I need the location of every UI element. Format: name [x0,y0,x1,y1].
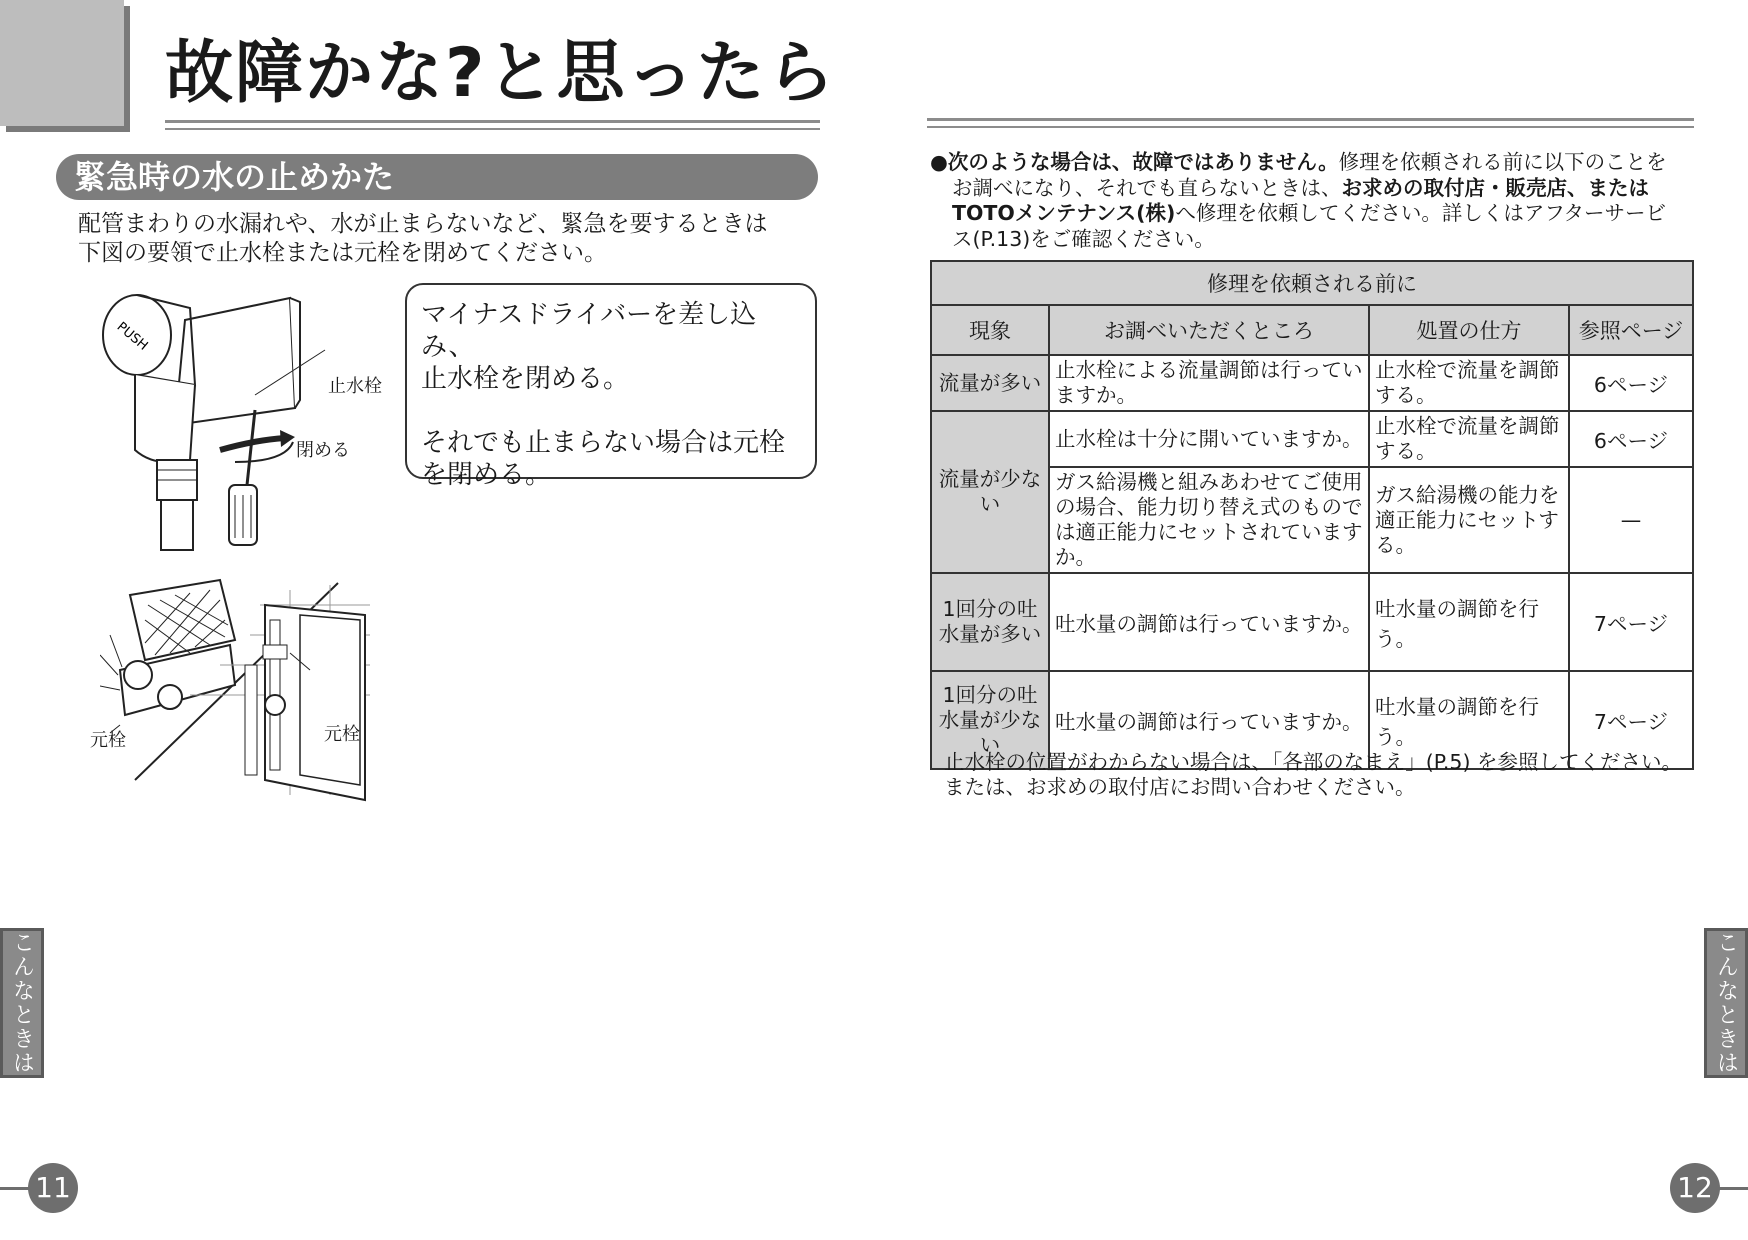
table-row [931,355,1693,411]
footnote-line: 止水栓の位置がわからない場合は、「各部のなまえ」(P.5) を参照してください。 [944,750,1682,774]
page-number-left: 11 [28,1163,78,1213]
header-rule-thin [927,126,1694,128]
repair-table [930,260,1694,770]
page-cell: 6ページ [1569,411,1693,467]
push-text: PUSH [113,319,151,354]
stop-valve-label: 止水栓 [328,376,382,397]
notice-text-part: お調べになり、それでも直らないときは、 [952,175,1342,200]
stop-valve-illustration [95,290,415,560]
check-cell: 吐水量の調節は行っていますか。 [1049,671,1369,769]
intro-text [78,210,798,268]
notice-text-part: ス(P.13)をご確認ください。 [952,226,1215,251]
header-rule [927,118,1694,121]
table-row [931,411,1693,467]
column-header: お調べいただくところ [1049,305,1369,355]
notice-bold: お求めの取付店・販売店、または [1341,175,1649,200]
action-cell: 止水栓で流量を調節する。 [1369,411,1569,467]
page-cell: 7ページ [1569,671,1693,769]
instruction-callout [405,283,817,490]
action-cell: 吐水量の調節を行う。 [1369,671,1569,769]
column-header: 現象 [931,305,1049,355]
column-header: 参照ページ [1569,305,1693,355]
notice-text-part: へ修理を依頼してください。詳しくはアフターサービ [1175,201,1666,225]
section-heading: 緊急時の水の止めかた [56,154,818,200]
page-number-right: 12 [1670,1163,1720,1213]
callout-line: 止水栓を閉める。 [421,364,630,394]
main-valve-label-left: 元栓 [90,730,126,751]
main-valve-label-right: 元栓 [324,724,360,745]
action-cell: 止水栓で流量を調節する。 [1369,355,1569,411]
notice-bold: TOTOメンテナンス(株) [952,201,1176,225]
action-cell: ガス給湯機の能力を適正能力にセットする。 [1369,467,1569,573]
intro-line: 下図の要領で止水栓または元栓を閉めてください。 [78,240,607,266]
callout-line: を閉める。 [421,460,552,490]
symptom-cell: 流量が少ない [931,411,1049,573]
close-label: 閉める [296,440,350,461]
page-cell: 6ページ [1569,355,1693,411]
check-cell: 止水栓は十分に開いていますか。 [1049,411,1369,467]
main-valve-illustration [100,575,380,805]
symptom-cell: 1回分の吐水量が少ない [931,671,1049,769]
bullet: ● [930,150,948,174]
page-cell: — [1569,467,1693,573]
callout-line: マイナスドライバーを差し込み、 [421,300,757,362]
notice-bold: 次のような場合は、故障ではありません。 [947,150,1339,174]
footnote-line: または、お求めの取付店にお問い合わせください。 [944,775,1416,799]
page-cell: 7ページ [1569,573,1693,671]
check-cell: 止水栓による流量調節は行っていますか。 [1049,355,1369,411]
action-cell: 吐水量の調節を行う。 [1369,573,1569,671]
title-rule [165,120,820,123]
notice-text-part: 修理を依頼される前に以下のことを [1338,150,1667,174]
corner-decoration [0,0,124,126]
side-tab-right: こんなときは [1704,928,1748,1078]
check-cell: 吐水量の調節は行っていますか。 [1049,573,1369,671]
footnote [944,750,1704,800]
table-caption: 修理を依頼される前に [931,261,1693,305]
column-header: 処置の仕方 [1369,305,1569,355]
table-row [931,573,1693,671]
title-rule-thin [165,128,820,130]
page-title: 故障かな?と思ったら [165,34,837,113]
side-tab-left: こんなときは [0,928,44,1078]
notice-text [930,150,1690,252]
intro-line: 配管まわりの水漏れや、水が止まらないなど、緊急を要するときは [78,211,768,237]
check-cell: ガス給湯機と組みあわせてご使用の場合、能力切り替え式のものでは適正能力にセットされていますか。 [1049,467,1369,573]
callout-line: それでも止まらない場合は元栓 [421,428,786,458]
symptom-cell: 流量が多い [931,355,1049,411]
symptom-cell: 1回分の吐水量が多い [931,573,1049,671]
